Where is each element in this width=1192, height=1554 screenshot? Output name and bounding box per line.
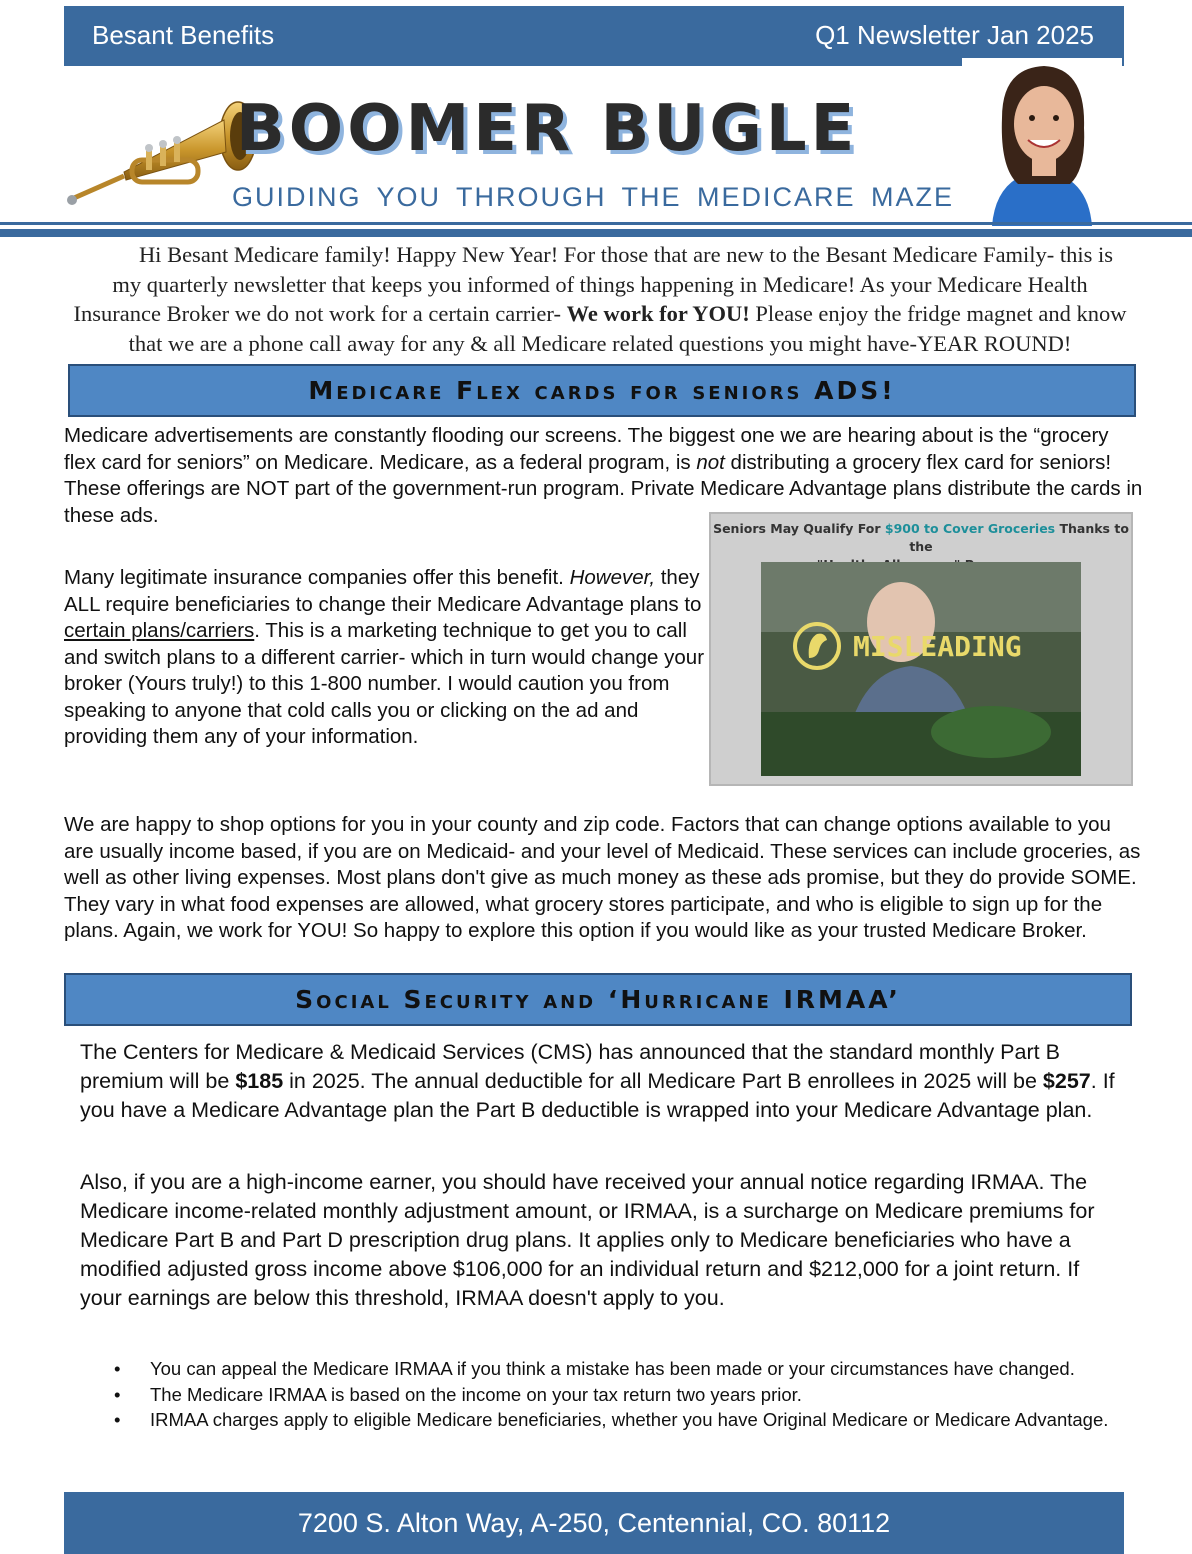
list-item (108, 1407, 1118, 1433)
newsletter-title: BOOMER BUGLE (236, 92, 859, 166)
ad-headline-text: Seniors May Qualify For (713, 521, 885, 536)
bullet-icon: • (114, 1383, 121, 1405)
warning-seal-icon (791, 620, 843, 672)
misleading-stamp (791, 620, 1022, 672)
ad-photo (761, 562, 1081, 776)
ad-screenshot (709, 512, 1133, 786)
emphasis: However, (569, 566, 656, 589)
list-item (108, 1356, 1118, 1382)
text: Many legitimate insurance companies offer this benefit. (64, 566, 570, 589)
emphasis: not (696, 450, 725, 474)
bullet-icon: • (114, 1358, 121, 1379)
header-rule-thick (0, 229, 1192, 237)
intro-text-2: Please enjoy the fridge magnet and know that we are a phone call away for any & all Medicare related questions you might have-YEAR ROUND! (128, 301, 1127, 356)
intro-emphasis: We work for YOU! (566, 301, 750, 326)
list-item-text: IRMAA charges apply to eligible Medicare beneficiaries, whether you have Original Medicare or Medicare Advantage. (150, 1409, 1109, 1430)
ad-headline-highlight: $900 to Cover Groceries (884, 521, 1056, 536)
header-rule-thin (0, 222, 1192, 225)
text: they ALL require beneficiaries to change their Medicare Advantage plans to (64, 566, 702, 616)
text: distributing a grocery flex card for seniors! These offerings are NOT part of the government-run program. Private Medicare Advantage plans distribute the cards in these ads. (64, 450, 1143, 527)
misleading-label: MISLEADING (853, 629, 1022, 663)
irmaa-paragraph-1 (80, 1038, 1120, 1125)
list-item (108, 1382, 1118, 1408)
underlined-text: certain plans/carriers (64, 619, 255, 642)
list-item-text: The Medicare IRMAA is based on the income on your tax return two years prior. (150, 1383, 802, 1405)
bullet-icon: • (114, 1409, 121, 1430)
issue-label: Q1 Newsletter Jan 2025 (815, 20, 1094, 50)
irmaa-bullet-list (108, 1356, 1118, 1433)
brand-name: Besant Benefits (92, 20, 275, 50)
text: . If you have a Medicare Advantage plan the Part B deductible is wrapped into your Medicare Advantage plan. (80, 1069, 1115, 1122)
footer-address: 7200 S. Alton Way, A-250, Centennial, CO. 80112 (64, 1492, 1124, 1554)
section-heading-flex-cards: Medicare Flex cards for seniors ADS! (68, 364, 1136, 417)
top-banner (64, 6, 1124, 66)
irmaa-paragraph-2: Also, if you are a high-income earner, you should have received your annual notice regarding IRMAA. The Medicare income-related monthly adjustment amount, or IRMAA, is a surcharge on Medicare premiums for Medicare Part B and Part D prescription drug plans. It applies only to Medicare beneficiaries who have a modified adjusted gross income above $106,000 for an individual return and $212,000 for a joint return. If your earnings are below this threshold, IRMAA doesn't apply to you. (80, 1170, 1095, 1310)
intro-paragraph (70, 240, 1130, 358)
text: The Centers for Medicare & Medicaid Services (CMS) has announced that the standard monthly Part B premium will be (80, 1040, 1060, 1093)
list-item-text: You can appeal the Medicare IRMAA if you think a mistake has been made or your circumstances have changed. (150, 1358, 1075, 1379)
newsletter-tagline: GUIDING YOU THROUGH THE MEDICARE MAZE (232, 182, 955, 212)
author-photo (962, 58, 1122, 226)
section-heading-irmaa: Social Security and ‘Hurricane IRMAA’ (64, 973, 1132, 1026)
intro-text-1: Hi Besant Medicare family! Happy New Year! For those that are new to the Besant Medicare Family- this is my quarterly newsletter that keeps you informed of things happening in Medicare! As your Medicare Health Insurance Broker we do not work for a certain carrier- (73, 242, 1114, 326)
premium-amount: $185 (235, 1069, 284, 1093)
text: in 2025. The annual deductible for all Medicare Part B enrollees in 2025 will be (283, 1069, 1043, 1093)
flex-cards-paragraph-3: We are happy to shop options for you in your county and zip code. Factors that can change options available to you are usually income based, if you are on Medicaid- and your level of Medicaid. These services can include groceries, as well as other living expenses. Most plans don't give as much money as these ads promise, but they do provide SOME. They vary in what food expenses are allowed, what grocery stores participate, and who is eligible to sign up for the plans. Again, we work for YOU! So happy to explore this option if you would like as your trusted Medicare Broker. (64, 813, 1141, 942)
deductible-amount: $257 (1042, 1069, 1091, 1093)
flex-cards-paragraph-2 (64, 565, 704, 751)
text: . This is a marketing technique to get you to call and switch plans to a different carrier- which in turn would change your broker (Yours truly!) to this 1-800 number. I would caution you from speaking to anyone that cold calls you or clicking on the ad and providing them any of your information. (64, 619, 705, 748)
ad-headline-text: Thanks to the (909, 521, 1129, 554)
text: Medicare advertisements are constantly flooding our screens. The biggest one we are hearing about is the “grocery flex card for seniors” on Medicare. Medicare, as a federal program, is (64, 424, 1109, 474)
